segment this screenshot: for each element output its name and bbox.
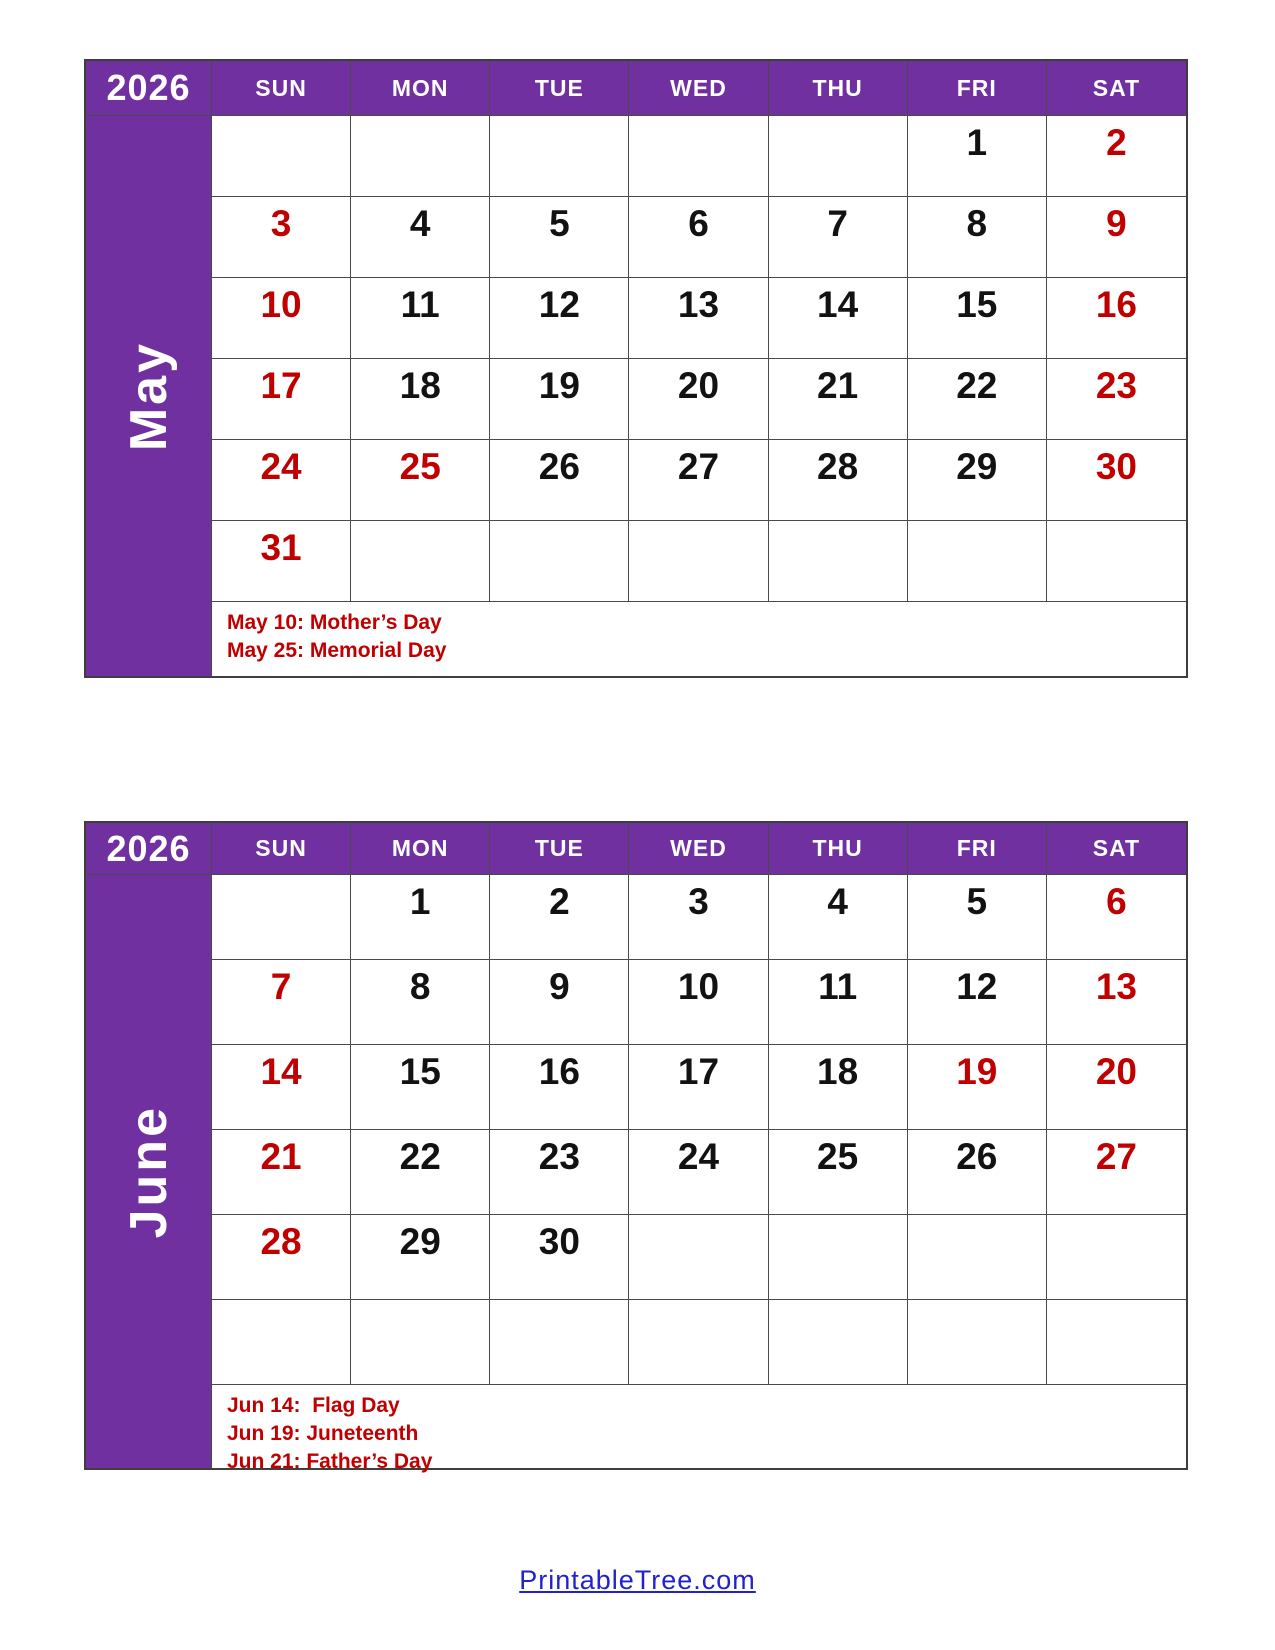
date-number: 27	[677, 446, 720, 487]
day-cell	[351, 278, 490, 359]
date-number: 9	[1106, 203, 1127, 244]
day-cell	[351, 1045, 490, 1130]
day-cell	[490, 440, 629, 521]
day-cell	[769, 278, 908, 359]
date-number: 5	[966, 881, 988, 922]
day-cell	[212, 278, 351, 359]
date-number: 18	[817, 1051, 859, 1092]
day-cell	[351, 116, 490, 197]
date-number: 12	[538, 284, 580, 325]
day-cell	[1047, 440, 1186, 521]
day-cell	[769, 197, 908, 278]
day-cell	[629, 278, 768, 359]
calendar-june	[84, 821, 1188, 1473]
day-cell	[908, 278, 1047, 359]
day-cell	[212, 1300, 351, 1385]
weekday-header: FRI	[908, 823, 1047, 875]
day-cell	[1047, 197, 1186, 278]
date-number: 22	[956, 365, 998, 406]
day-cell	[212, 960, 351, 1045]
date-number: 20	[1095, 1051, 1137, 1092]
day-cell	[769, 359, 908, 440]
date-number: 11	[818, 966, 858, 1007]
date-number: 17	[677, 1051, 720, 1092]
day-cell	[769, 960, 908, 1045]
weekday-header: MON	[351, 823, 490, 875]
date-number: 15	[956, 284, 998, 325]
day-cell	[1047, 116, 1186, 197]
day-cell	[351, 960, 490, 1045]
day-cell	[351, 1300, 490, 1385]
date-number: 13	[1095, 966, 1137, 1007]
date-number: 16	[538, 1051, 580, 1092]
day-cell	[769, 1045, 908, 1130]
day-cell	[908, 359, 1047, 440]
date-number: 26	[956, 1136, 998, 1177]
date-number: 1	[409, 881, 431, 922]
day-cell	[351, 359, 490, 440]
date-number: 30	[1095, 446, 1137, 487]
day-cell	[490, 278, 629, 359]
footer-link[interactable]: PrintableTree.com	[519, 1565, 756, 1595]
day-cell	[212, 1215, 351, 1300]
day-cell	[908, 1215, 1047, 1300]
date-number: 6	[688, 203, 709, 244]
date-number: 28	[260, 1221, 302, 1262]
footer	[0, 1565, 1275, 1596]
day-cell	[1047, 278, 1186, 359]
day-cell	[908, 116, 1047, 197]
holiday-entry: Jun 14: Flag Day	[227, 1394, 400, 1417]
day-cell	[629, 116, 768, 197]
calendar-may	[84, 59, 1188, 678]
day-cell	[490, 197, 629, 278]
day-cell	[212, 521, 351, 602]
date-number: 19	[538, 365, 580, 406]
date-number: 21	[260, 1136, 302, 1177]
date-number: 2	[1106, 122, 1127, 163]
date-number: 16	[1095, 284, 1137, 325]
day-cell	[1047, 1130, 1186, 1215]
date-number: 11	[400, 284, 440, 325]
day-cell	[212, 875, 351, 960]
date-number: 13	[677, 284, 720, 325]
month-label: May	[119, 340, 178, 452]
holiday-list	[212, 1385, 1186, 1473]
date-number: 22	[399, 1136, 441, 1177]
day-cell	[351, 1130, 490, 1215]
day-cell	[351, 875, 490, 960]
date-number: 7	[827, 203, 848, 244]
day-cell	[212, 440, 351, 521]
date-number: 25	[399, 446, 441, 487]
day-cell	[908, 440, 1047, 521]
day-cell	[212, 1045, 351, 1130]
day-cell	[1047, 359, 1186, 440]
weekday-header: THU	[769, 823, 908, 875]
date-number: 21	[817, 365, 859, 406]
date-number: 4	[409, 203, 431, 244]
day-cell	[490, 1130, 629, 1215]
weekday-header: THU	[769, 61, 908, 116]
day-cell	[769, 521, 908, 602]
date-number: 31	[260, 527, 302, 568]
day-cell	[629, 1300, 768, 1385]
date-number: 29	[399, 1221, 441, 1262]
day-cell	[490, 521, 629, 602]
weekday-header: WED	[629, 823, 768, 875]
date-number: 5	[549, 203, 570, 244]
day-cell	[769, 1215, 908, 1300]
weekday-header: TUE	[490, 61, 629, 116]
date-number: 2	[549, 881, 570, 922]
date-number: 26	[538, 446, 580, 487]
day-cell	[1047, 1300, 1186, 1385]
day-cell	[490, 1215, 629, 1300]
weekday-header: FRI	[908, 61, 1047, 116]
holiday-entry: May 25: Memorial Day	[227, 638, 447, 662]
day-cell	[490, 875, 629, 960]
date-number: 12	[956, 966, 998, 1007]
date-number: 14	[260, 1051, 302, 1092]
weekday-header: TUE	[490, 823, 629, 875]
date-number: 10	[677, 966, 720, 1007]
date-number: 9	[549, 966, 570, 1007]
day-cell	[490, 960, 629, 1045]
day-cell	[629, 440, 768, 521]
day-cell	[212, 1130, 351, 1215]
holiday-list	[212, 602, 1186, 676]
month-sidebar	[86, 116, 212, 676]
date-number: 10	[260, 284, 302, 325]
date-number: 3	[270, 203, 292, 244]
date-number: 20	[677, 365, 720, 406]
day-cell	[629, 960, 768, 1045]
day-cell	[1047, 960, 1186, 1045]
day-cell	[769, 875, 908, 960]
day-cell	[769, 116, 908, 197]
date-number: 28	[817, 446, 859, 487]
day-cell	[351, 440, 490, 521]
day-cell	[490, 116, 629, 197]
day-cell	[1047, 521, 1186, 602]
date-number: 24	[260, 446, 302, 487]
year-label: 2026	[86, 823, 212, 875]
day-cell	[908, 1130, 1047, 1215]
date-number: 18	[399, 365, 441, 406]
weekday-header: SAT	[1047, 61, 1186, 116]
weekday-header: MON	[351, 61, 490, 116]
date-number: 29	[956, 446, 998, 487]
date-number: 19	[956, 1051, 998, 1092]
day-cell	[351, 521, 490, 602]
date-number: 25	[817, 1136, 859, 1177]
day-cell	[351, 197, 490, 278]
day-cell	[908, 1300, 1047, 1385]
date-number: 4	[827, 881, 848, 922]
weekday-header: SAT	[1047, 823, 1186, 875]
date-number: 8	[409, 966, 431, 1007]
holiday-entry: Jun 19: Juneteenth	[227, 1421, 419, 1445]
date-number: 8	[966, 203, 988, 244]
day-cell	[1047, 1045, 1186, 1130]
day-cell	[490, 1300, 629, 1385]
day-cell	[629, 1045, 768, 1130]
day-cell	[769, 1300, 908, 1385]
date-number: 3	[688, 881, 709, 922]
date-number: 6	[1106, 881, 1127, 922]
day-cell	[908, 521, 1047, 602]
date-number: 7	[270, 966, 292, 1007]
day-cell	[212, 197, 351, 278]
date-number: 17	[260, 365, 302, 406]
day-cell	[490, 359, 629, 440]
weekday-header: SUN	[212, 61, 351, 116]
day-cell	[908, 197, 1047, 278]
day-cell	[908, 1045, 1047, 1130]
day-cell	[212, 359, 351, 440]
day-cell	[908, 960, 1047, 1045]
day-cell	[908, 875, 1047, 960]
month-label: June	[119, 1104, 178, 1239]
date-number: 23	[538, 1136, 580, 1177]
day-cell	[629, 197, 768, 278]
date-number: 23	[1095, 365, 1137, 406]
day-cell	[629, 521, 768, 602]
day-cell	[629, 1130, 768, 1215]
date-number: 1	[966, 122, 988, 163]
day-cell	[490, 1045, 629, 1130]
day-cell	[1047, 875, 1186, 960]
date-number: 27	[1095, 1136, 1137, 1177]
month-sidebar	[86, 875, 212, 1468]
day-cell	[769, 440, 908, 521]
day-cell	[1047, 1215, 1186, 1300]
year-label: 2026	[86, 61, 212, 116]
day-cell	[629, 1215, 768, 1300]
holiday-entry: May 10: Mother’s Day	[227, 611, 442, 634]
date-number: 30	[538, 1221, 580, 1262]
date-number: 14	[817, 284, 859, 325]
weekday-header: WED	[629, 61, 768, 116]
day-cell	[629, 875, 768, 960]
day-cell	[629, 359, 768, 440]
date-number: 15	[399, 1051, 441, 1092]
day-cell	[351, 1215, 490, 1300]
holiday-entry: Jun 21: Father’s Day	[227, 1449, 433, 1473]
weekday-header: SUN	[212, 823, 351, 875]
day-cell	[212, 116, 351, 197]
date-number: 24	[677, 1136, 720, 1177]
day-cell	[769, 1130, 908, 1215]
